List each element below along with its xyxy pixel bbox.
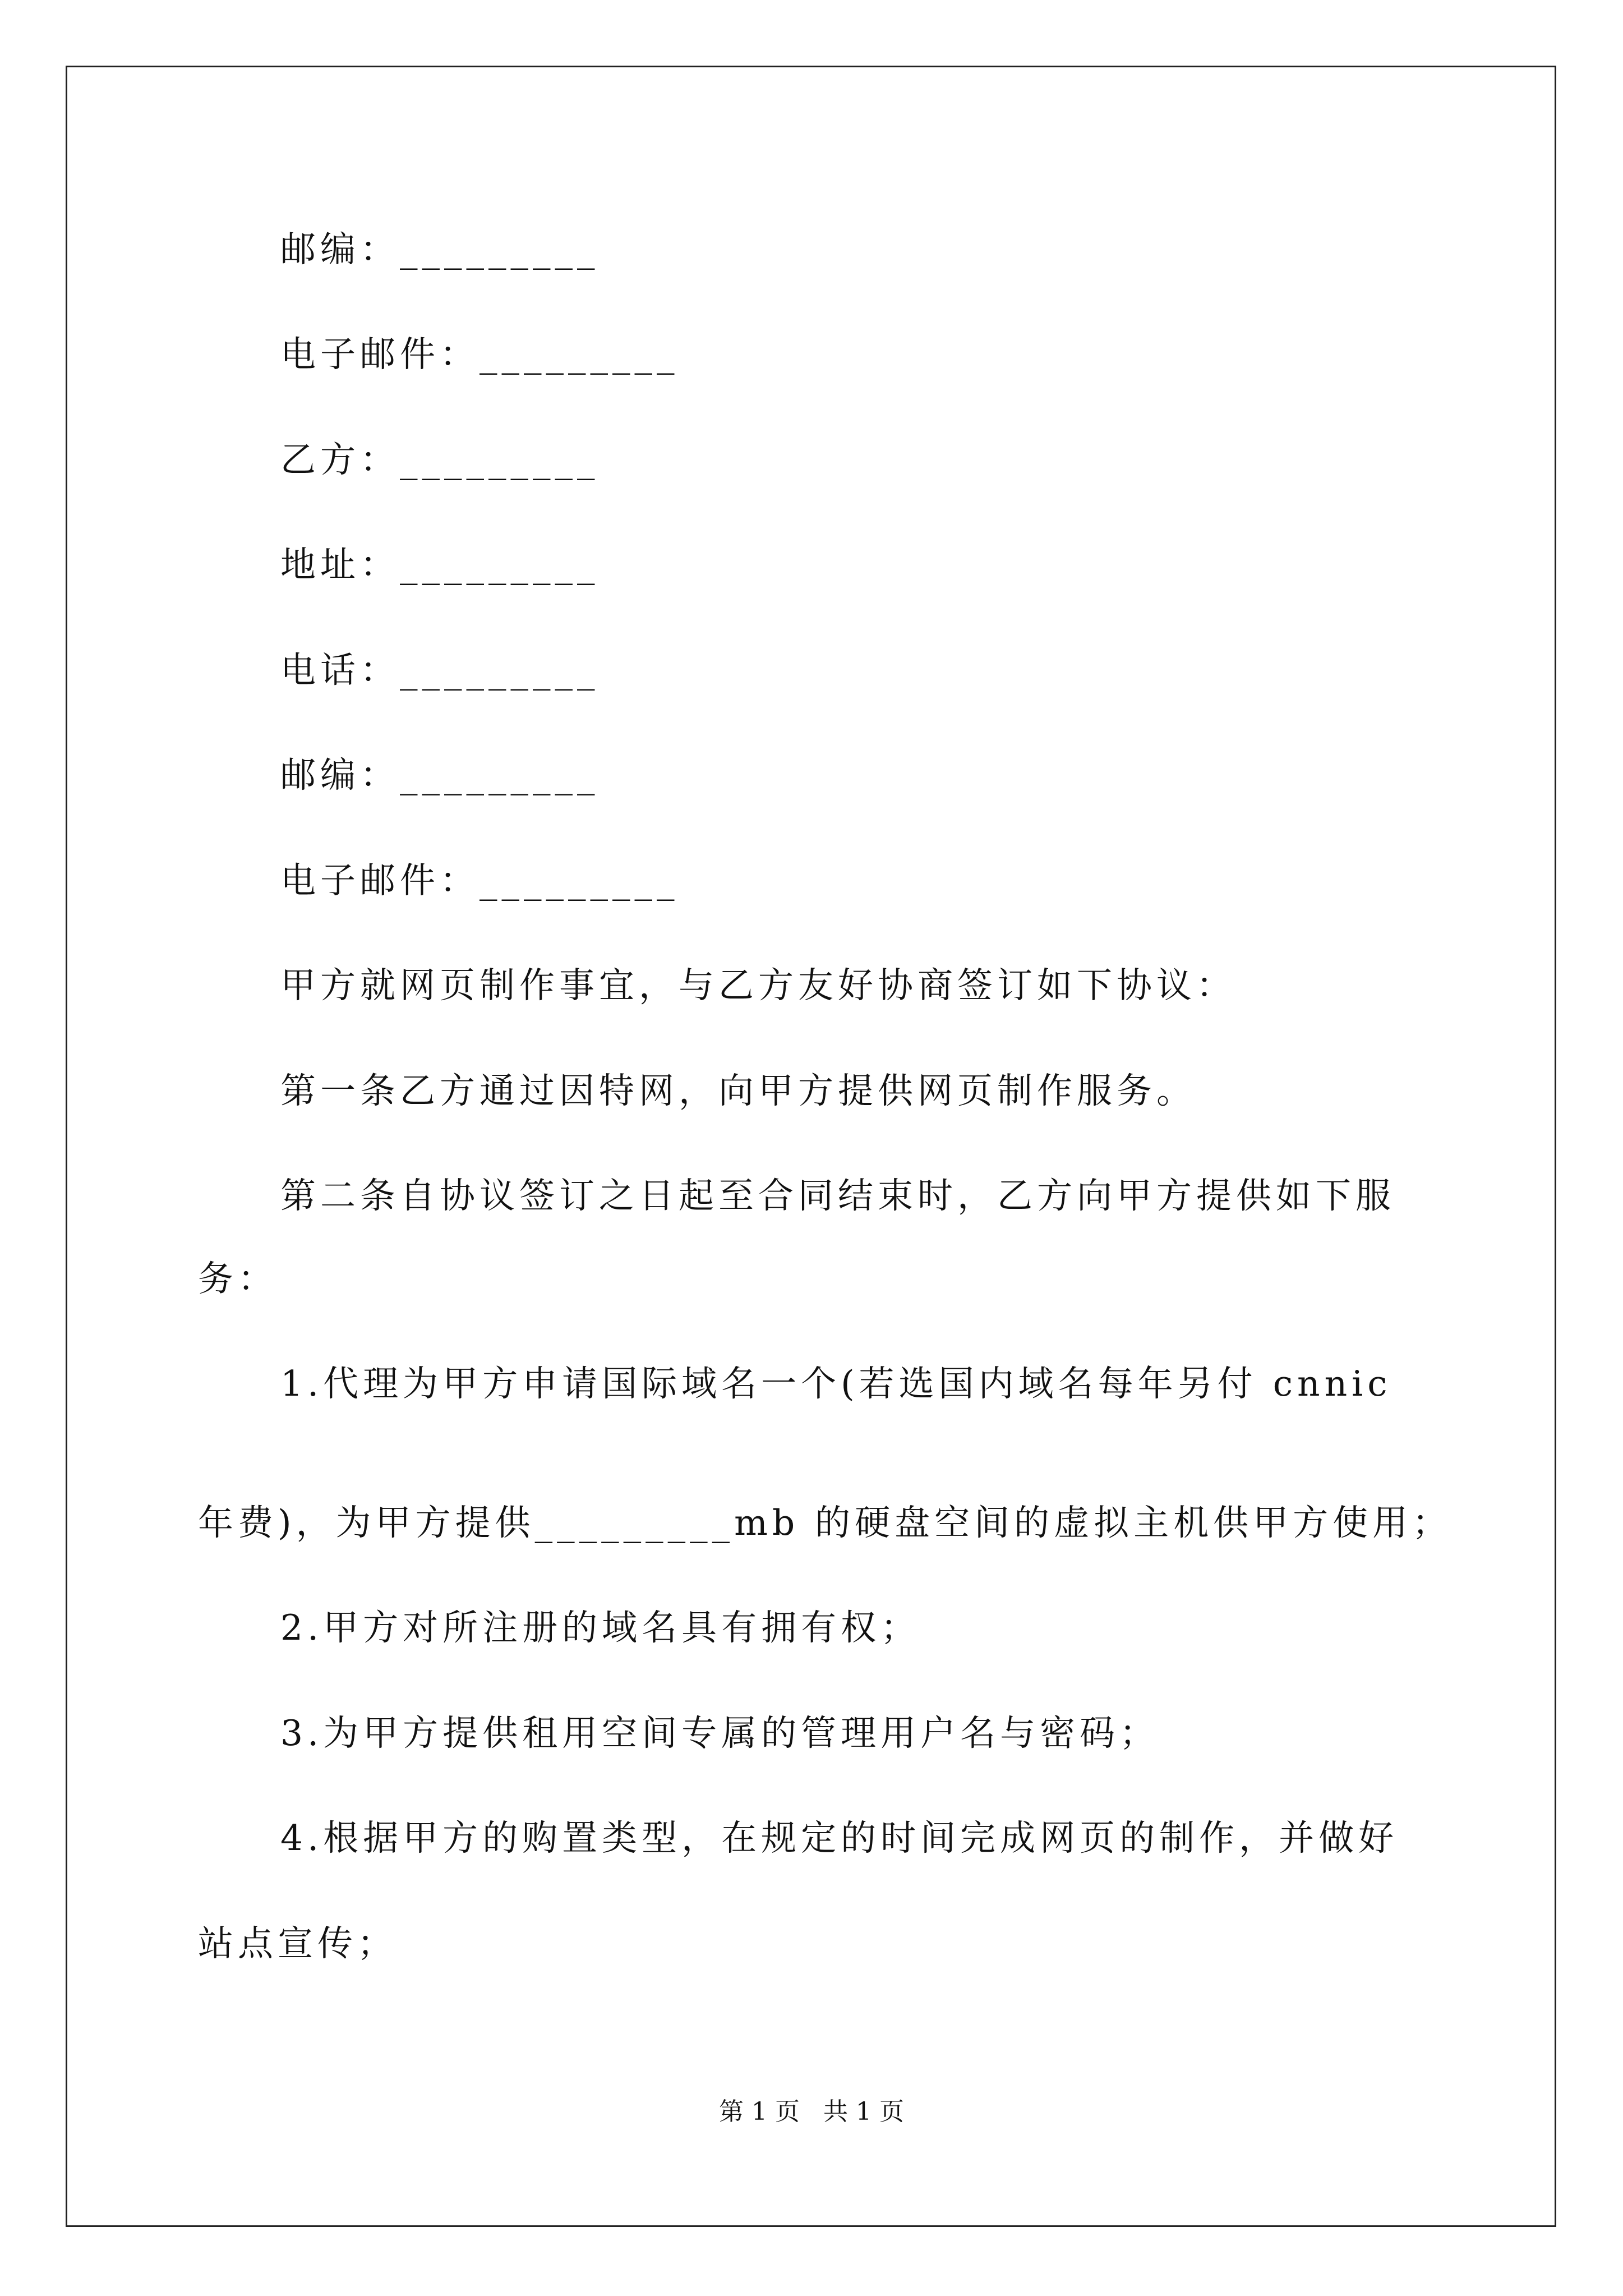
page-border xyxy=(66,66,1556,2227)
intro-paragraph: 甲方就网页制作事宜，与乙方友好协商签订如下协议： xyxy=(280,965,1236,1006)
item-1-line-1: 1.代理为甲方申请国际域名一个(若选国内域名每年另付 cnnic xyxy=(280,1363,1392,1404)
article-1: 第一条乙方通过因特网，向甲方提供网页制作服务。 xyxy=(280,1070,1196,1111)
item-1-line-2: 年费)，为甲方提供_________mb 的硬盘空间的虚拟主机供甲方使用； xyxy=(198,1502,1453,1543)
phone-line: 电话：_________ xyxy=(280,650,600,691)
item-4-line-1: 4.根据甲方的购置类型，在规定的时间完成网页的制作，并做好 xyxy=(280,1818,1399,1858)
email-line-2: 电子邮件：_________ xyxy=(280,860,679,901)
postcode-line-2: 邮编：_________ xyxy=(280,754,600,795)
item-2: 2.甲方对所注册的域名具有拥有权； xyxy=(280,1607,921,1648)
party-b-line: 乙方：_________ xyxy=(280,439,600,480)
item-3: 3.为甲方提供租用空间专属的管理用户名与密码； xyxy=(280,1713,1160,1754)
page-footer: 第 1 页 共 1 页 xyxy=(719,2097,904,2126)
article-2-line-1: 第二条自协议签订之日起至合同结束时，乙方向甲方提供如下服 xyxy=(280,1175,1395,1216)
email-line-1: 电子邮件：_________ xyxy=(280,334,679,375)
address-line: 地址：_________ xyxy=(280,544,600,585)
postcode-line-1: 邮编：_________ xyxy=(280,229,600,270)
item-4-line-2: 站点宣传； xyxy=(198,1923,397,1964)
article-2-line-2: 务： xyxy=(198,1258,278,1299)
